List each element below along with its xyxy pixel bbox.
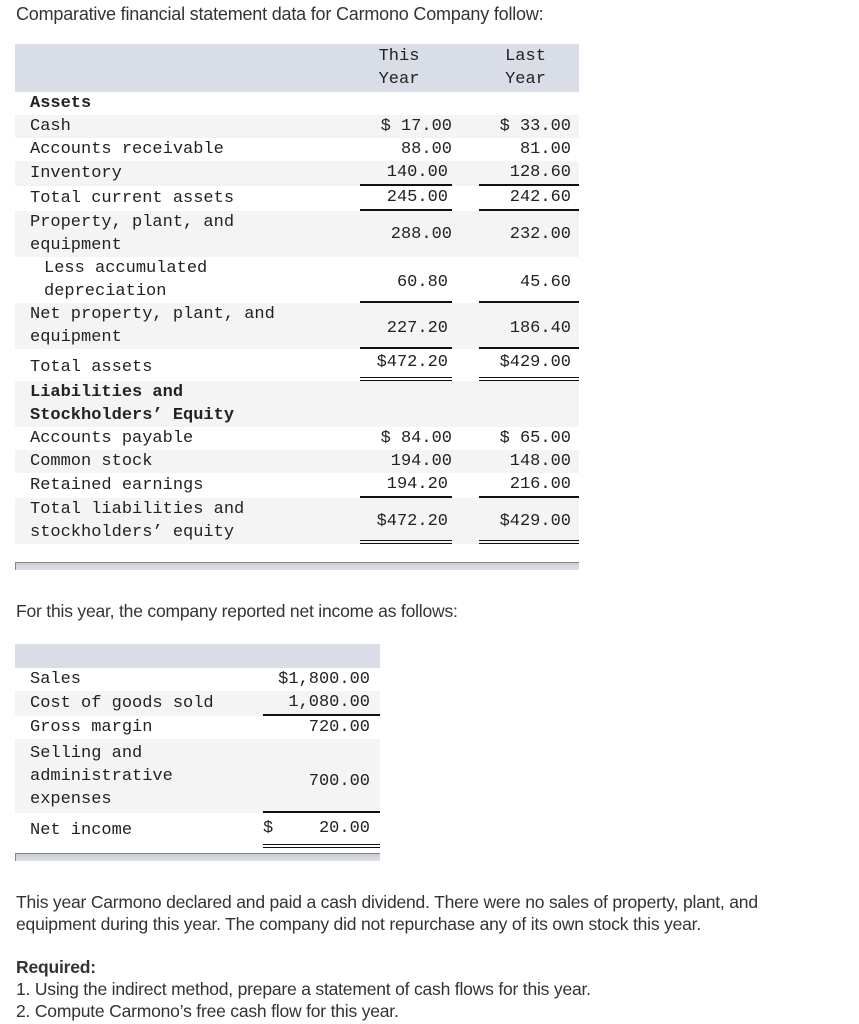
- notes-paragraph: [16, 891, 758, 935]
- value-this-year: $472.20: [360, 349, 452, 381]
- row-label-line2: administrative: [30, 766, 173, 786]
- row-label: Common stock: [15, 450, 360, 473]
- value-last-year: 128.60: [479, 161, 579, 186]
- header-this-year-1: This: [378, 47, 420, 66]
- row-label-line1: Less accumulated: [44, 259, 208, 278]
- row-label-line1: Property, plant, and: [30, 213, 235, 232]
- table-row: [15, 739, 380, 813]
- row-label: Total current assets: [30, 189, 235, 208]
- value-this-year: 140.00: [360, 161, 452, 186]
- row-label-line2: equipment: [30, 328, 122, 347]
- table-row: [15, 349, 579, 381]
- value-this-year: 88.00: [400, 140, 452, 159]
- row-label-line2: equipment: [30, 236, 122, 255]
- value-this-year: 60.80: [360, 265, 452, 303]
- table-row: [15, 186, 579, 211]
- value-last-year: 242.60: [479, 186, 579, 211]
- table-row: [15, 716, 380, 739]
- value-last-year: 216.00: [479, 473, 579, 498]
- table-header-row: [15, 644, 380, 668]
- table-row: [15, 138, 579, 161]
- income-intro-text: For this year, the company reported net income as follows:: [16, 601, 458, 621]
- row-label: Inventory: [15, 161, 360, 186]
- value-last-year: $429.00: [479, 349, 579, 381]
- balance-sheet-table: [15, 44, 579, 544]
- value-last-year: 45.60: [479, 265, 579, 303]
- required-section: [16, 956, 591, 1022]
- table-row: [15, 211, 579, 257]
- requirement-2: 2. Compute Carmono’s free cash flow for this year.: [16, 1001, 399, 1021]
- value-last-year: 186.40: [479, 311, 579, 349]
- row-label: Retained earnings: [30, 476, 204, 495]
- row-label-line1: Net property, plant, and: [30, 305, 275, 324]
- table-row: [15, 813, 380, 849]
- income-statement-table: [15, 644, 380, 849]
- assets-heading-row: [15, 92, 579, 115]
- balance-sheet-scrollbar[interactable]: [15, 562, 579, 570]
- row-label: Accounts receivable: [30, 140, 224, 159]
- table-row: [15, 498, 579, 544]
- required-label: Required:: [16, 957, 96, 977]
- table-row: [15, 161, 579, 186]
- value-last-year: 81.00: [519, 140, 571, 159]
- table-row: [15, 691, 380, 716]
- header-last-year-2: Year: [505, 70, 546, 89]
- value-this-year: 245.00: [360, 186, 452, 211]
- intro-text: Comparative financial statement data for Carmono Company follow:: [16, 4, 544, 24]
- value-this-year: 194.20: [360, 473, 452, 498]
- value-last-year: $ 33.00: [499, 117, 571, 136]
- liabilities-heading-row: [15, 381, 579, 427]
- header-last-year-1: Last: [505, 47, 546, 66]
- table-row: [15, 450, 579, 473]
- row-label: Gross margin: [30, 718, 153, 737]
- assets-heading: Assets: [30, 94, 92, 113]
- table-row: [15, 473, 579, 498]
- row-value: 1,080.00: [263, 691, 380, 716]
- table-row: [15, 303, 579, 349]
- requirement-1: 1. Using the indirect method, prepare a statement of cash flows for this year.: [16, 979, 591, 999]
- table-row: [15, 115, 579, 138]
- value-this-year: 227.20: [360, 311, 452, 349]
- row-label-line3: expenses: [30, 789, 112, 809]
- liabilities-heading-line2: Stockholders’ Equity: [30, 406, 235, 425]
- table-row: [15, 257, 579, 303]
- row-value: $1,800.00: [278, 670, 370, 689]
- row-label: Cash: [15, 115, 360, 138]
- value-this-year: 194.00: [390, 452, 452, 471]
- table-row: [15, 427, 579, 450]
- row-label-line1: Selling and: [30, 743, 143, 763]
- row-label: Total assets: [30, 357, 153, 377]
- table-header-row: [15, 44, 579, 92]
- value-this-year: $ 17.00: [380, 117, 452, 136]
- value-last-year: 148.00: [509, 452, 571, 471]
- row-value: 20.00: [318, 819, 370, 838]
- dollar-sign: $: [263, 819, 274, 838]
- row-label: Net income: [30, 821, 133, 840]
- value-this-year: $472.20: [360, 504, 452, 544]
- row-label: Accounts payable: [30, 429, 194, 448]
- value-last-year: 232.00: [509, 224, 571, 244]
- value-last-year: $429.00: [479, 504, 579, 544]
- table-row: [15, 668, 380, 691]
- row-label: Cost of goods sold: [15, 691, 263, 716]
- row-label-line2: depreciation: [44, 282, 167, 301]
- row-label-line2: stockholders’ equity: [30, 523, 235, 542]
- liabilities-heading-line1: Liabilities and: [30, 383, 184, 402]
- row-value: 700.00: [263, 753, 380, 813]
- header-this-year-2: Year: [378, 70, 420, 89]
- value-this-year: $ 84.00: [380, 429, 452, 448]
- row-label-line1: Total liabilities and: [30, 500, 245, 519]
- row-value: 720.00: [308, 718, 370, 737]
- value-this-year: 288.00: [390, 224, 452, 244]
- notes-line1: This year Carmono declared and paid a cash dividend. There were no sales of property, plant, and: [16, 892, 758, 912]
- notes-line2: equipment during this year. The company did not repurchase any of its own stock this year.: [16, 914, 701, 934]
- value-last-year: $ 65.00: [499, 429, 571, 448]
- income-statement-scrollbar[interactable]: [15, 853, 380, 861]
- row-label: Sales: [30, 670, 82, 689]
